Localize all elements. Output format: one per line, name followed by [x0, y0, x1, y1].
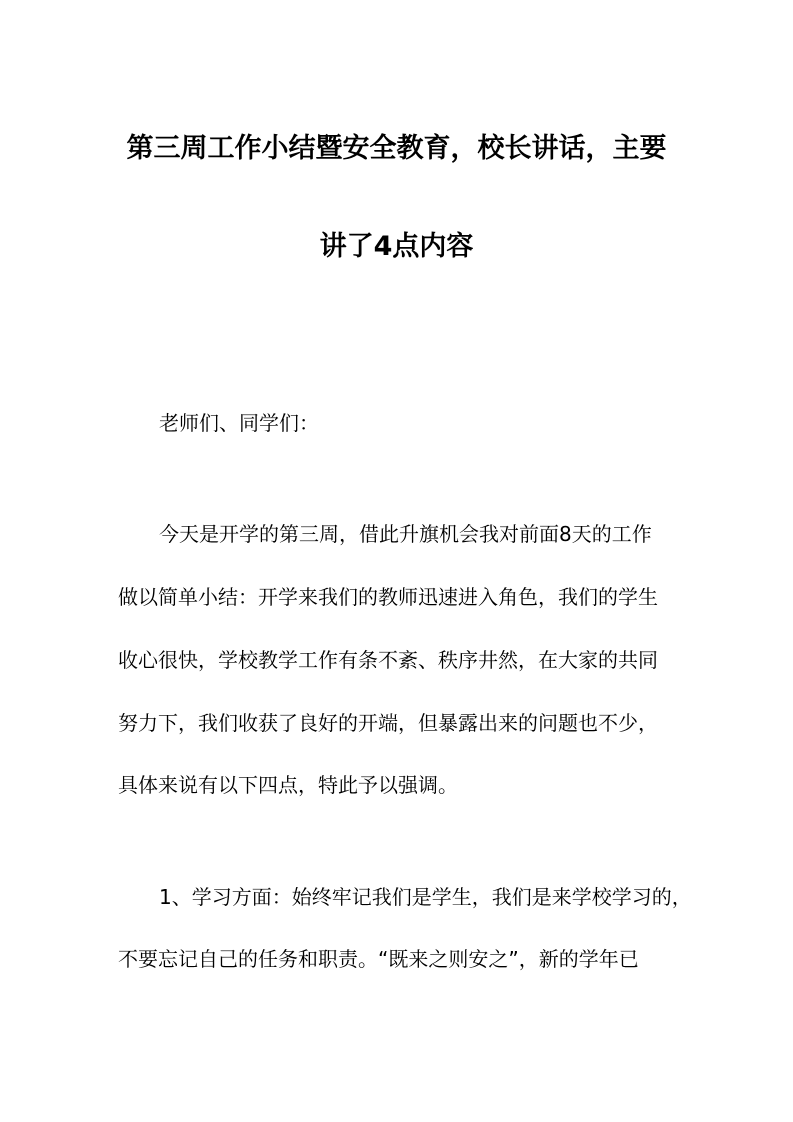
paragraph-1-line-4: 努力下，我们收获了良好的开端，但暴露出来的问题也不少， — [118, 711, 658, 735]
paragraph-1-line-2: 做以简单小结：开学来我们的教师迅速进入角色，我们的学生 — [118, 585, 658, 609]
greeting: 老师们、同学们： — [159, 411, 319, 435]
paragraph-2-line-2: 不要忘记自己的任务和职责。“既来之则安之”，新的学年已 — [118, 947, 639, 971]
document-title-line-1: 第三周工作小结暨安全教育，校长讲话，主要 — [126, 133, 667, 164]
paragraph-2-line-1: 1、学习方面：始终牢记我们是学生，我们是来学校学习的， — [159, 885, 692, 909]
paragraph-1-line-3: 收心很快，学校教学工作有条不紊、秩序井然，在大家的共同 — [118, 648, 658, 672]
paragraph-1-line-5: 具体来说有以下四点，特此予以强调。 — [118, 773, 458, 797]
document-title-line-2: 讲了4点内容 — [319, 231, 474, 262]
paragraph-1-line-1: 今天是开学的第三周，借此升旗机会我对前面8天的工作 — [159, 522, 652, 546]
